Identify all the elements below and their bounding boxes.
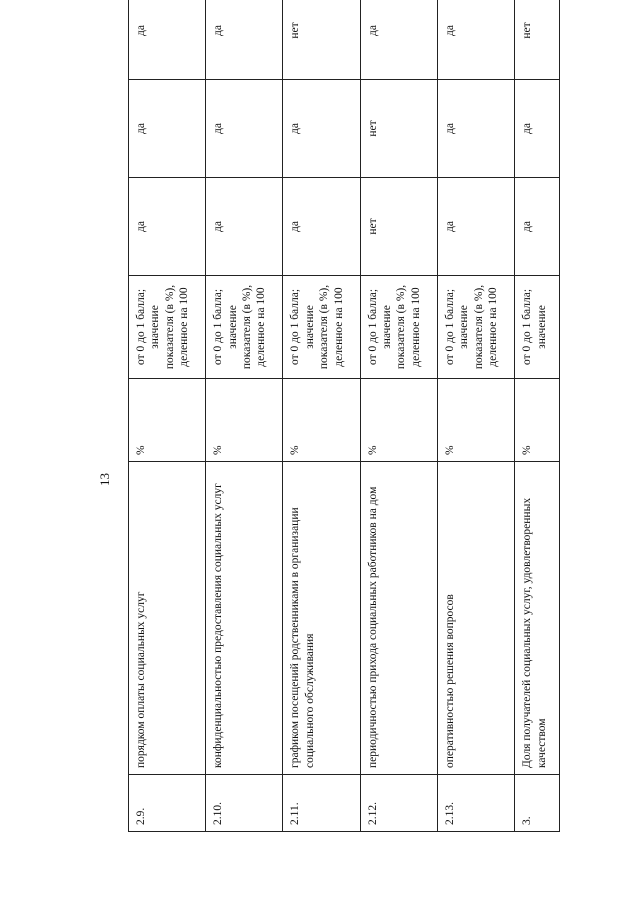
criterion-name-cell: порядком оплаты социальных услуг <box>129 462 206 775</box>
criteria-table <box>128 0 560 832</box>
page-number: 13 <box>97 473 112 486</box>
score-rule-cell: от 0 до 1 балла; значение показателя (в %), деленное на 100 <box>206 276 283 379</box>
value-3-cell: да <box>360 0 437 80</box>
value-3-cell: да <box>129 0 206 80</box>
table-row <box>129 0 206 832</box>
row-number-cell: 2.9. <box>129 775 206 832</box>
value-1-cell: да <box>437 178 514 276</box>
score-rule-cell: от 0 до 1 балла; значение показателя (в %), деленное на 100 <box>360 276 437 379</box>
value-2-cell: да <box>283 80 360 178</box>
unit-cell: % <box>437 379 514 462</box>
score-rule-cell: от 0 до 1 балла; значение показателя (в %), деленное на 100 <box>283 276 360 379</box>
row-number-cell: 3. <box>515 775 560 832</box>
unit-cell: % <box>283 379 360 462</box>
row-number-cell: 2.10. <box>206 775 283 832</box>
table-row <box>437 0 514 832</box>
value-1-cell: да <box>283 178 360 276</box>
criterion-name-cell: конфиденциальностью предоставления социальных услуг <box>206 462 283 775</box>
value-2-cell: нет <box>360 80 437 178</box>
value-3-cell: нет <box>283 0 360 80</box>
unit-cell: % <box>129 379 206 462</box>
table-row <box>360 0 437 832</box>
score-rule-cell: от 0 до 1 балла; значение показателя (в %), деленное на 100 <box>129 276 206 379</box>
value-2-cell: да <box>129 80 206 178</box>
value-1-cell: да <box>129 178 206 276</box>
value-1-cell: нет <box>360 178 437 276</box>
value-3-cell: нет <box>515 0 560 80</box>
criterion-name-cell: оперативностью решения вопросов <box>437 462 514 775</box>
criterion-name-cell: периодичностью прихода социальных работников на дом <box>360 462 437 775</box>
value-2-cell: да <box>515 80 560 178</box>
rotated-page-content <box>80 22 560 832</box>
value-3-cell: да <box>206 0 283 80</box>
unit-cell: % <box>515 379 560 462</box>
value-2-cell: да <box>206 80 283 178</box>
table-row <box>515 0 560 832</box>
value-1-cell: да <box>206 178 283 276</box>
value-3-cell: да <box>437 0 514 80</box>
row-number-cell: 2.13. <box>437 775 514 832</box>
criterion-name-cell: графиком посещений родственниками в организации социального обслуживания <box>283 462 360 775</box>
table-row <box>206 0 283 832</box>
value-1-cell: да <box>515 178 560 276</box>
value-2-cell: да <box>437 80 514 178</box>
row-number-cell: 2.11. <box>283 775 360 832</box>
unit-cell: % <box>360 379 437 462</box>
row-number-cell: 2.12. <box>360 775 437 832</box>
table-row <box>283 0 360 832</box>
score-rule-cell: от 0 до 1 балла; значение <box>515 276 560 379</box>
criterion-name-cell: Доля получателей социальных услуг, удовлетворенных качеством <box>515 462 560 775</box>
unit-cell: % <box>206 379 283 462</box>
score-rule-cell: от 0 до 1 балла; значение показателя (в %), деленное на 100 <box>437 276 514 379</box>
